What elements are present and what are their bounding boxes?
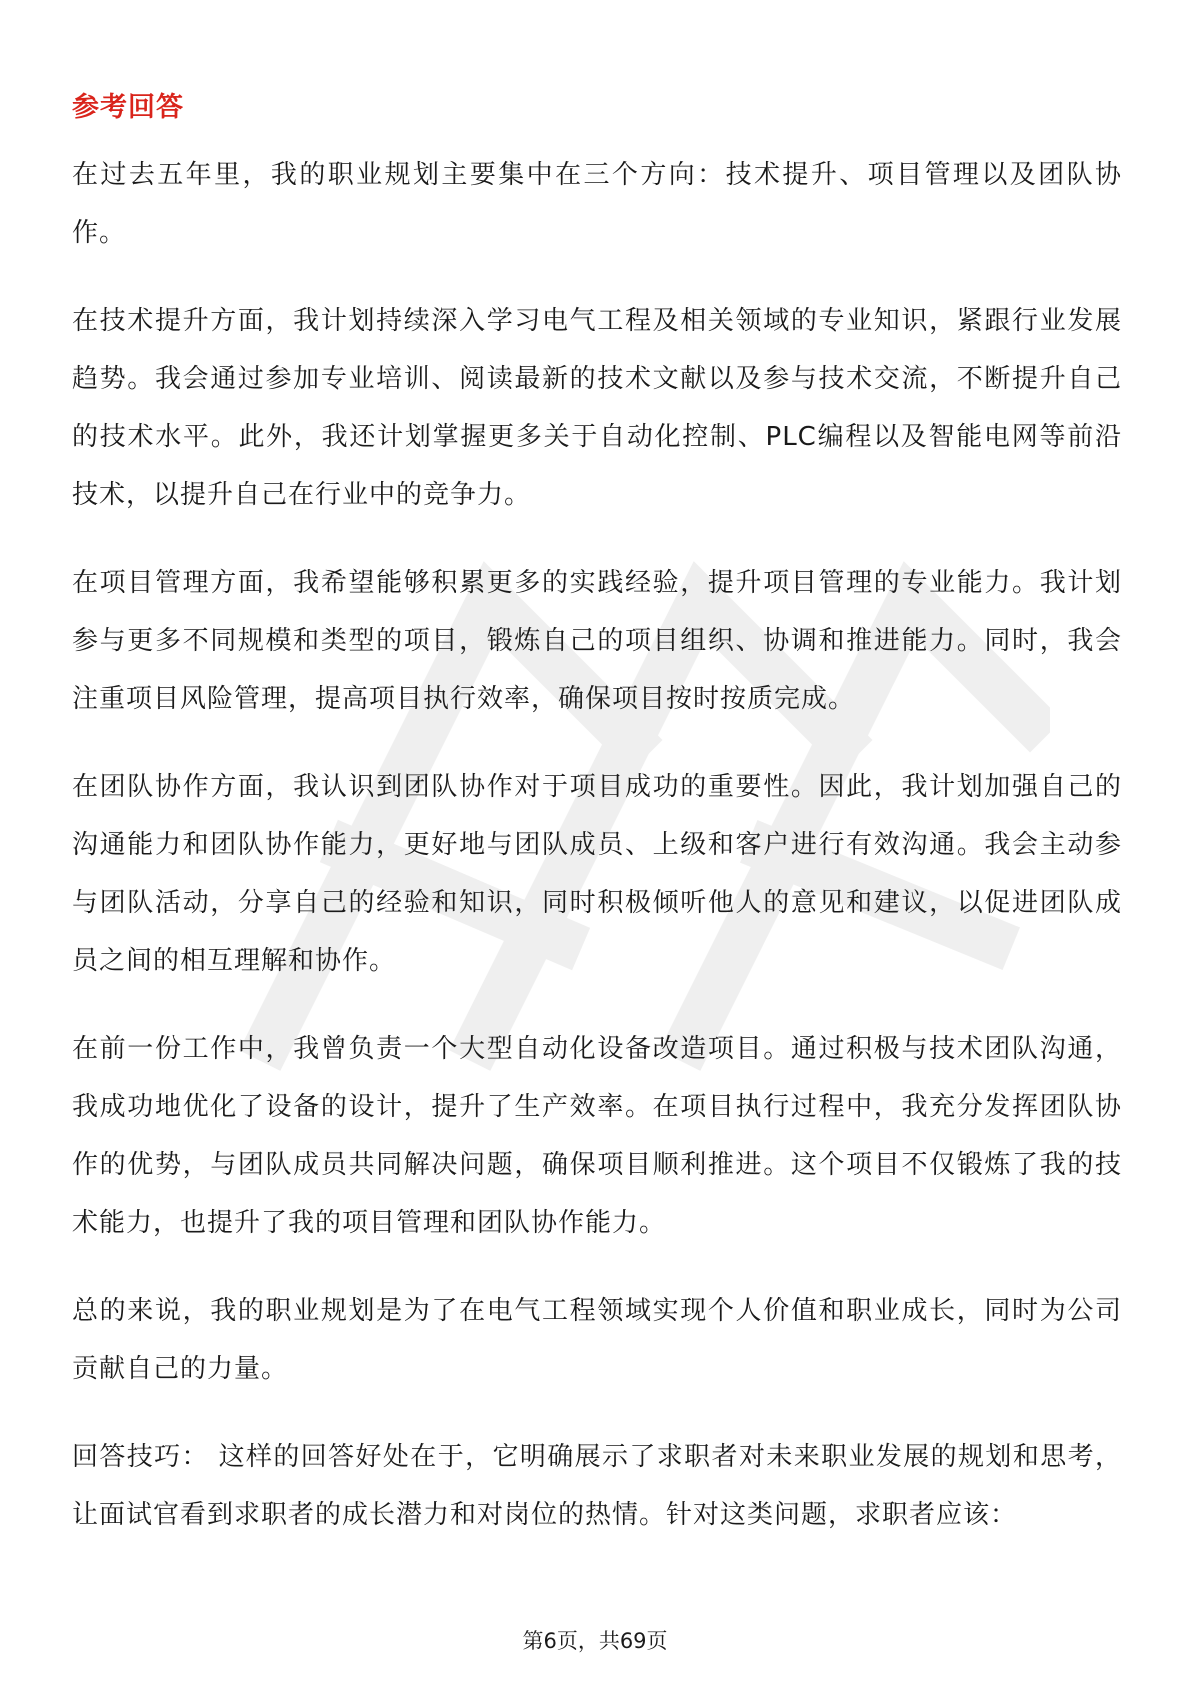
paragraph-tips: 回答技巧： 这样的回答好处在于，它明确展示了求职者对未来职业发展的规划和思考，让面试官看到求职者的成长潜力和对岗位的热情。针对这类问题，求职者应该： [72, 1442, 1122, 1530]
page-number-footer: 第6页，共69页 [522, 1629, 668, 1653]
paragraph-summary: 总的来说，我的职业规划是为了在电气工程领域实现个人价值和职业成长，同时为公司贡献自己的力量。 [72, 1296, 1122, 1384]
paragraph-experience: 在前一份工作中，我曾负责一个大型自动化设备改造项目。通过积极与技术团队沟通，我成功地优化了设备的设计，提升了生产效率。在项目执行过程中，我充分发挥团队协作的优势，与团队成员共同解决问题，确保项目顺利推进。这个项目不仅锻炼了我的技术能力，也提升了我的项目管理和团队协作能力。 [72, 1034, 1122, 1238]
paragraph-project-management: 在项目管理方面，我希望能够积累更多的实践经验，提升项目管理的专业能力。我计划参与更多不同规模和类型的项目，锻炼自己的项目组织、协调和推进能力。同时，我会注重项目风险管理，提高项目执行效率，确保项目按时按质完成。 [72, 568, 1122, 714]
section-title: 参考回答 [72, 92, 184, 123]
main-content [72, 88, 1122, 1574]
paragraph-intro: 在过去五年里，我的职业规划主要集中在三个方向：技术提升、项目管理以及团队协作。 [72, 160, 1122, 248]
paragraph-teamwork: 在团队协作方面，我认识到团队协作对于项目成功的重要性。因此，我计划加强自己的沟通能力和团队协作能力，更好地与团队成员、上级和客户进行有效沟通。我会主动参与团队活动，分享自己的经验和知识，同时积极倾听他人的意见和建议，以促进团队成员之间的相互理解和协作。 [72, 772, 1122, 976]
paragraph-technical: 在技术提升方面，我计划持续深入学习电气工程及相关领域的专业知识，紧跟行业发展趋势。我会通过参加专业培训、阅读最新的技术文献以及参与技术交流，不断提升自己的技术水平。此外，我还计划掌握更多关于自动化控制、PLC编程以及智能电网等前沿技术，以提升自己在行业中的竞争力。 [72, 306, 1122, 510]
